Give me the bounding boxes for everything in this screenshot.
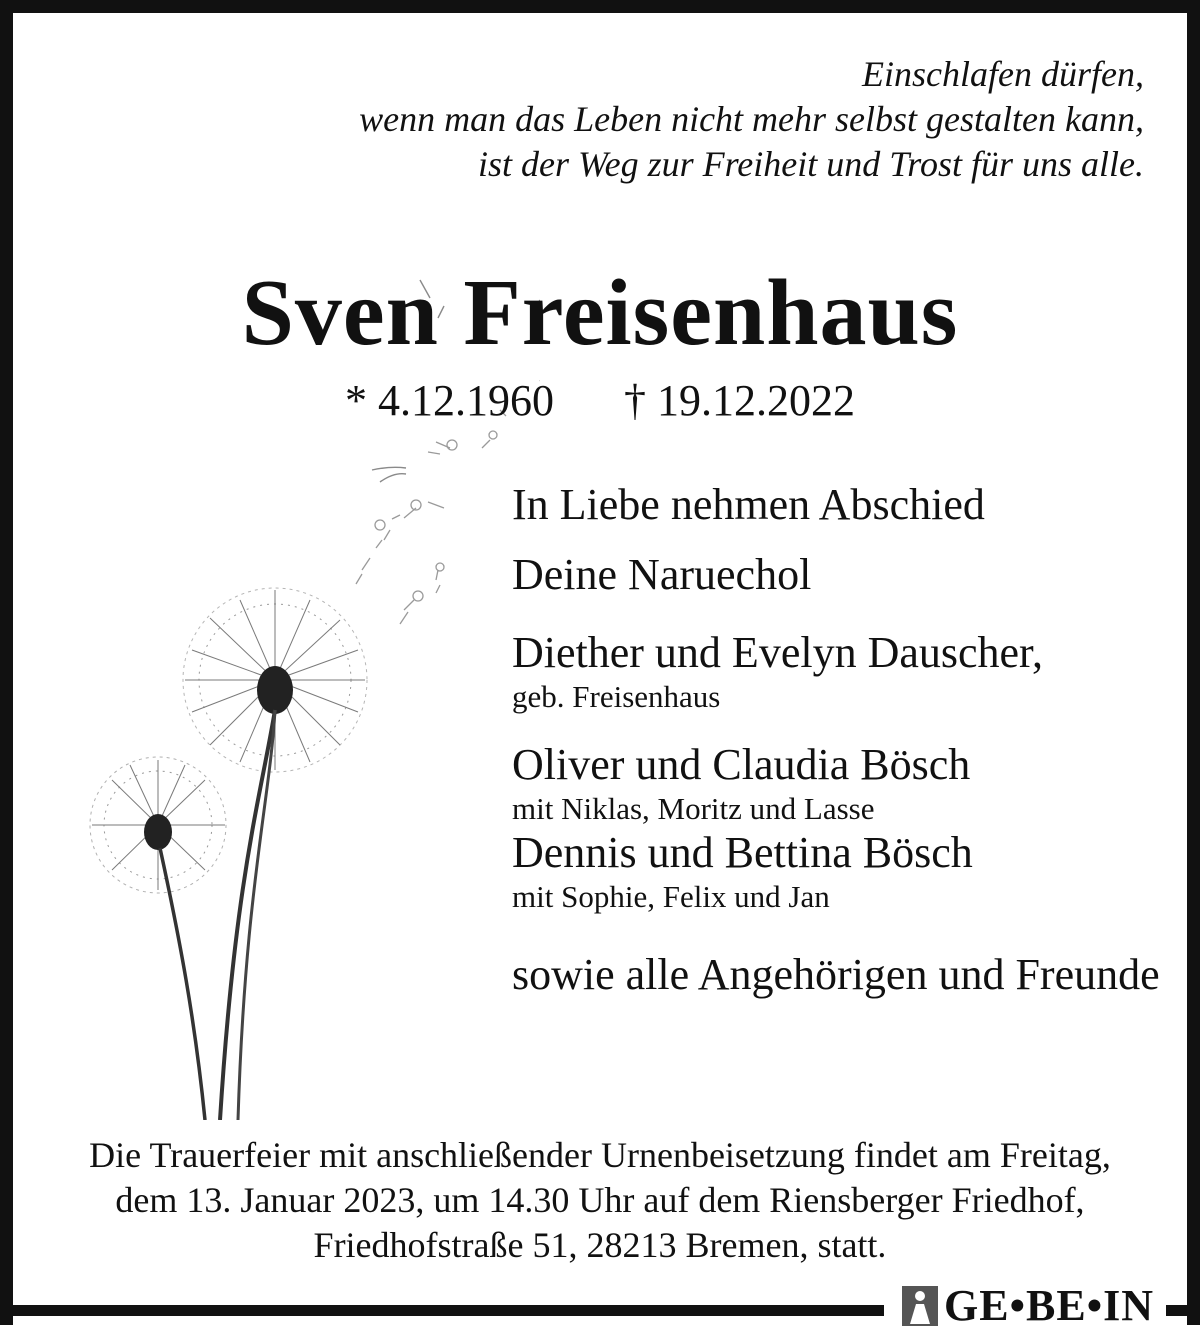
gebein-logo-icon xyxy=(902,1286,938,1326)
birth-date: * 4.12.1960 xyxy=(345,376,554,425)
ceremony-line: Die Trauerfeier mit anschließender Urnenbeisetzung findet am Freitag, xyxy=(89,1135,1111,1175)
deceased-name: Sven Freisenhaus xyxy=(241,261,959,365)
mourner-family-note: geb. Freisenhaus xyxy=(512,679,721,714)
ceremony-line: dem 13. Januar 2023, um 14.30 Uhr auf dem Riensberger Friedhof, xyxy=(115,1180,1085,1220)
dandelion-large xyxy=(183,588,367,1120)
mourner-family: Diether und Evelyn Dauscher, xyxy=(512,628,1043,677)
mourners-list xyxy=(512,478,1172,1002)
mourner-family: Dennis und Bettina Bösch xyxy=(512,828,973,877)
ceremony-line: Friedhofstraße 51, 28213 Bremen, statt. xyxy=(313,1225,887,1265)
mourner-family-note: mit Niklas, Moritz und Lasse xyxy=(512,791,875,826)
motto-line: wenn man das Leben nicht mehr selbst gestalten kann, xyxy=(359,99,1144,139)
mourner-partner: Deine Naruechol xyxy=(512,550,812,599)
dandelion-illustration xyxy=(20,240,540,1120)
motto-line: ist der Weg zur Freiheit und Trost für uns alle. xyxy=(477,144,1144,184)
farewell-intro: In Liebe nehmen Abschied xyxy=(512,480,985,529)
motto-quote xyxy=(359,52,1144,187)
gebein-logo-text: GE•BE•IN xyxy=(944,1281,1154,1330)
motto-line: Einschlafen dürfen, xyxy=(862,54,1144,94)
dandelion-small xyxy=(90,757,226,1120)
mourner-family-note: mit Sophie, Felix und Jan xyxy=(512,879,830,914)
death-date: † 19.12.2022 xyxy=(624,376,855,425)
mourner-family: Oliver und Claudia Bösch xyxy=(512,740,971,789)
ceremony-details xyxy=(0,1133,1200,1268)
mourners-closing: sowie alle Angehörigen und Freunde xyxy=(512,950,1160,999)
gebein-logo xyxy=(884,1282,1166,1330)
life-dates xyxy=(0,373,1200,429)
